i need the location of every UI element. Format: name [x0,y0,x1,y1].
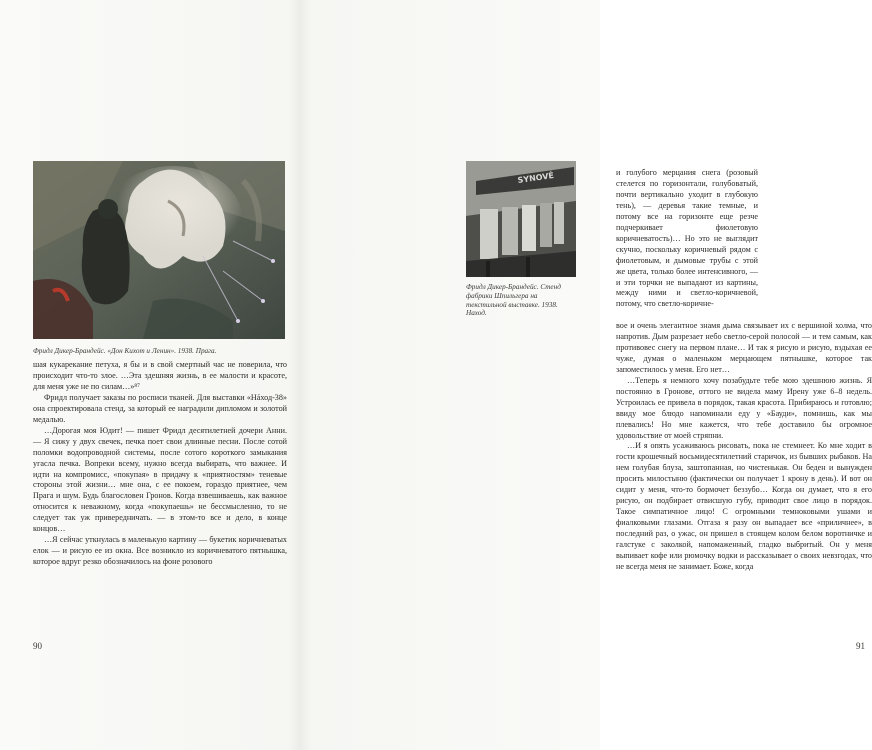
right-paragraph: …Теперь я немного хочу позабудьте тебе мою здешнюю жизнь. Я постоянно в Гронове, оттого не видела маму Ирену уже 6–8 недель. Устроилась ее привела в порядок, такая красота. Прибираюсь и готовлю; ввиду мое блюдо напоминали еду у «Бауди», помнишь, как мы плевались! Но мне кажется, что тебе доставило бы огромное удовольствие от моей стряпни. [616,375,872,440]
photo-caption: Фридл Дикер-Брандейс. Стенд фабрики Шпильгера на текстильной выставке. 1938. Наход. [466,283,561,318]
right-body-text [616,321,872,573]
right-paragraph: вое и очень элегантное знамя дыма связывает их с вершиной холма, что напротив. Дым разрезает небо светло-серой полосой — и тем самым, как противовес снегу на первом плане… И так я рисую и рисую, вздыхая ее чуже, думая о маленьком мерцающем пятнышке, которое так запоместилось у меня. Его нет… [616,321,872,374]
exhibition-stand-photo-image [466,161,576,277]
painting-caption: Фридл Дикер-Брандейс. «Дон Кихот и Ленин». 1938. Прага. [33,347,217,355]
right-paragraph: …И я опять усаживаюсь рисовать, пока не стемнеет. Ко мне ходит в гости крошечный восьмидесятилетний старичок, из бывших рыбаков. На нем голубая блуза, заштопанная, но чистенькая. Он беден и вынужден просить милостыню (фактически он получает 1 крону в день). И вот он сидит у меня, что-то бормочет беззубо… Когда он думает, что я его рисую, он подбирает отвисшую губу, приводит свое лицо в порядок. Такое симпатичное лицо! С огромными темноковыми ушами и фиалковыми глазами. Отгаза я разу он выпадает все «приличнее», в последний раз, о ужас, он пришел в стоящем колом белом воротничке и галстуке с заколкой, напомаженный, гладко выбритый. Он у меня выпивает кофе или рюмочку водки и рассказывает о своих невзгодах, что не всегда меня не занимает. Боже, когда [616,441,872,571]
right-page [300,0,872,750]
photo-sign-text: SYNOVÉ [517,170,555,185]
exhibition-photo [466,161,576,277]
left-paragraph: Фридл получает заказы по росписи тканей. Для выставки «Нáход-38» она спроектировала стенд, за который ее наградили дипломом и золотой медалью. [33,392,287,424]
page-number-left: 90 [33,641,42,651]
right-wrapped-paragraph: и голубого мерцания снега (розовый стелется по горизонтали, голубоватый, почти вертикально уходит в глубокую тень), — деревья такие темные, и потому все на горизонте еще резче подчеркивает фиолетовую коричневатость)… Но это не выглядит скучно, поскольку коричневый рядом с фиолетовым, и дымовые трубы с этой же цвета, только более интенсивного, — и эти торчки не выпадают из картины, между ними и светло-коричневой, потому, что светло-коричне- [616,168,758,309]
left-page [0,0,300,750]
left-paragraph: …Дорогая моя Юдит! — пишет Фридл десятилетней дочери Анни. — Я сижу у двух свечек, печка поет свои длинные песни. После сотой поломки водопроводной системы, после сотого короткого замыкания угасла печка. Вопреки всему, нужно всегда выбирать, что важнее. И идти на компромисс, «покупая» в придачу к «приятностям» теневые стороны этой жизни… мне она, с ее покоем, гораздо приятнее, чем Прага и шум. Будь благословен Гронов. Когда взвешиваешь, как важное относится к неважному, когда «покупаешь» не бессмысленно, то не следует так уж привередничать. — в этом-то все и дело, в конце концов… [33,425,287,534]
don-quixote-painting-image [33,161,285,339]
painting-illustration [33,161,285,339]
left-paragraph: …Я сейчас уткнулась в маленькую картину — букетик коричневатых елок — и рисую ее из окна. Все возникло из коричневатого пятнышка, которое вдруг резко обозначилось на фоне розового [33,535,287,567]
page-number-right: 91 [856,641,865,651]
left-body-text [33,360,287,568]
left-paragraph: шая кукарекание петуха, я бы и в свой смертный час не поверила, что происходит что-то злое. …Эта здешняя жизнь, в ее малости и красоте, для меня уже не по силам…»⁸⁷ [33,360,287,391]
right-wrapped-text [616,168,758,310]
